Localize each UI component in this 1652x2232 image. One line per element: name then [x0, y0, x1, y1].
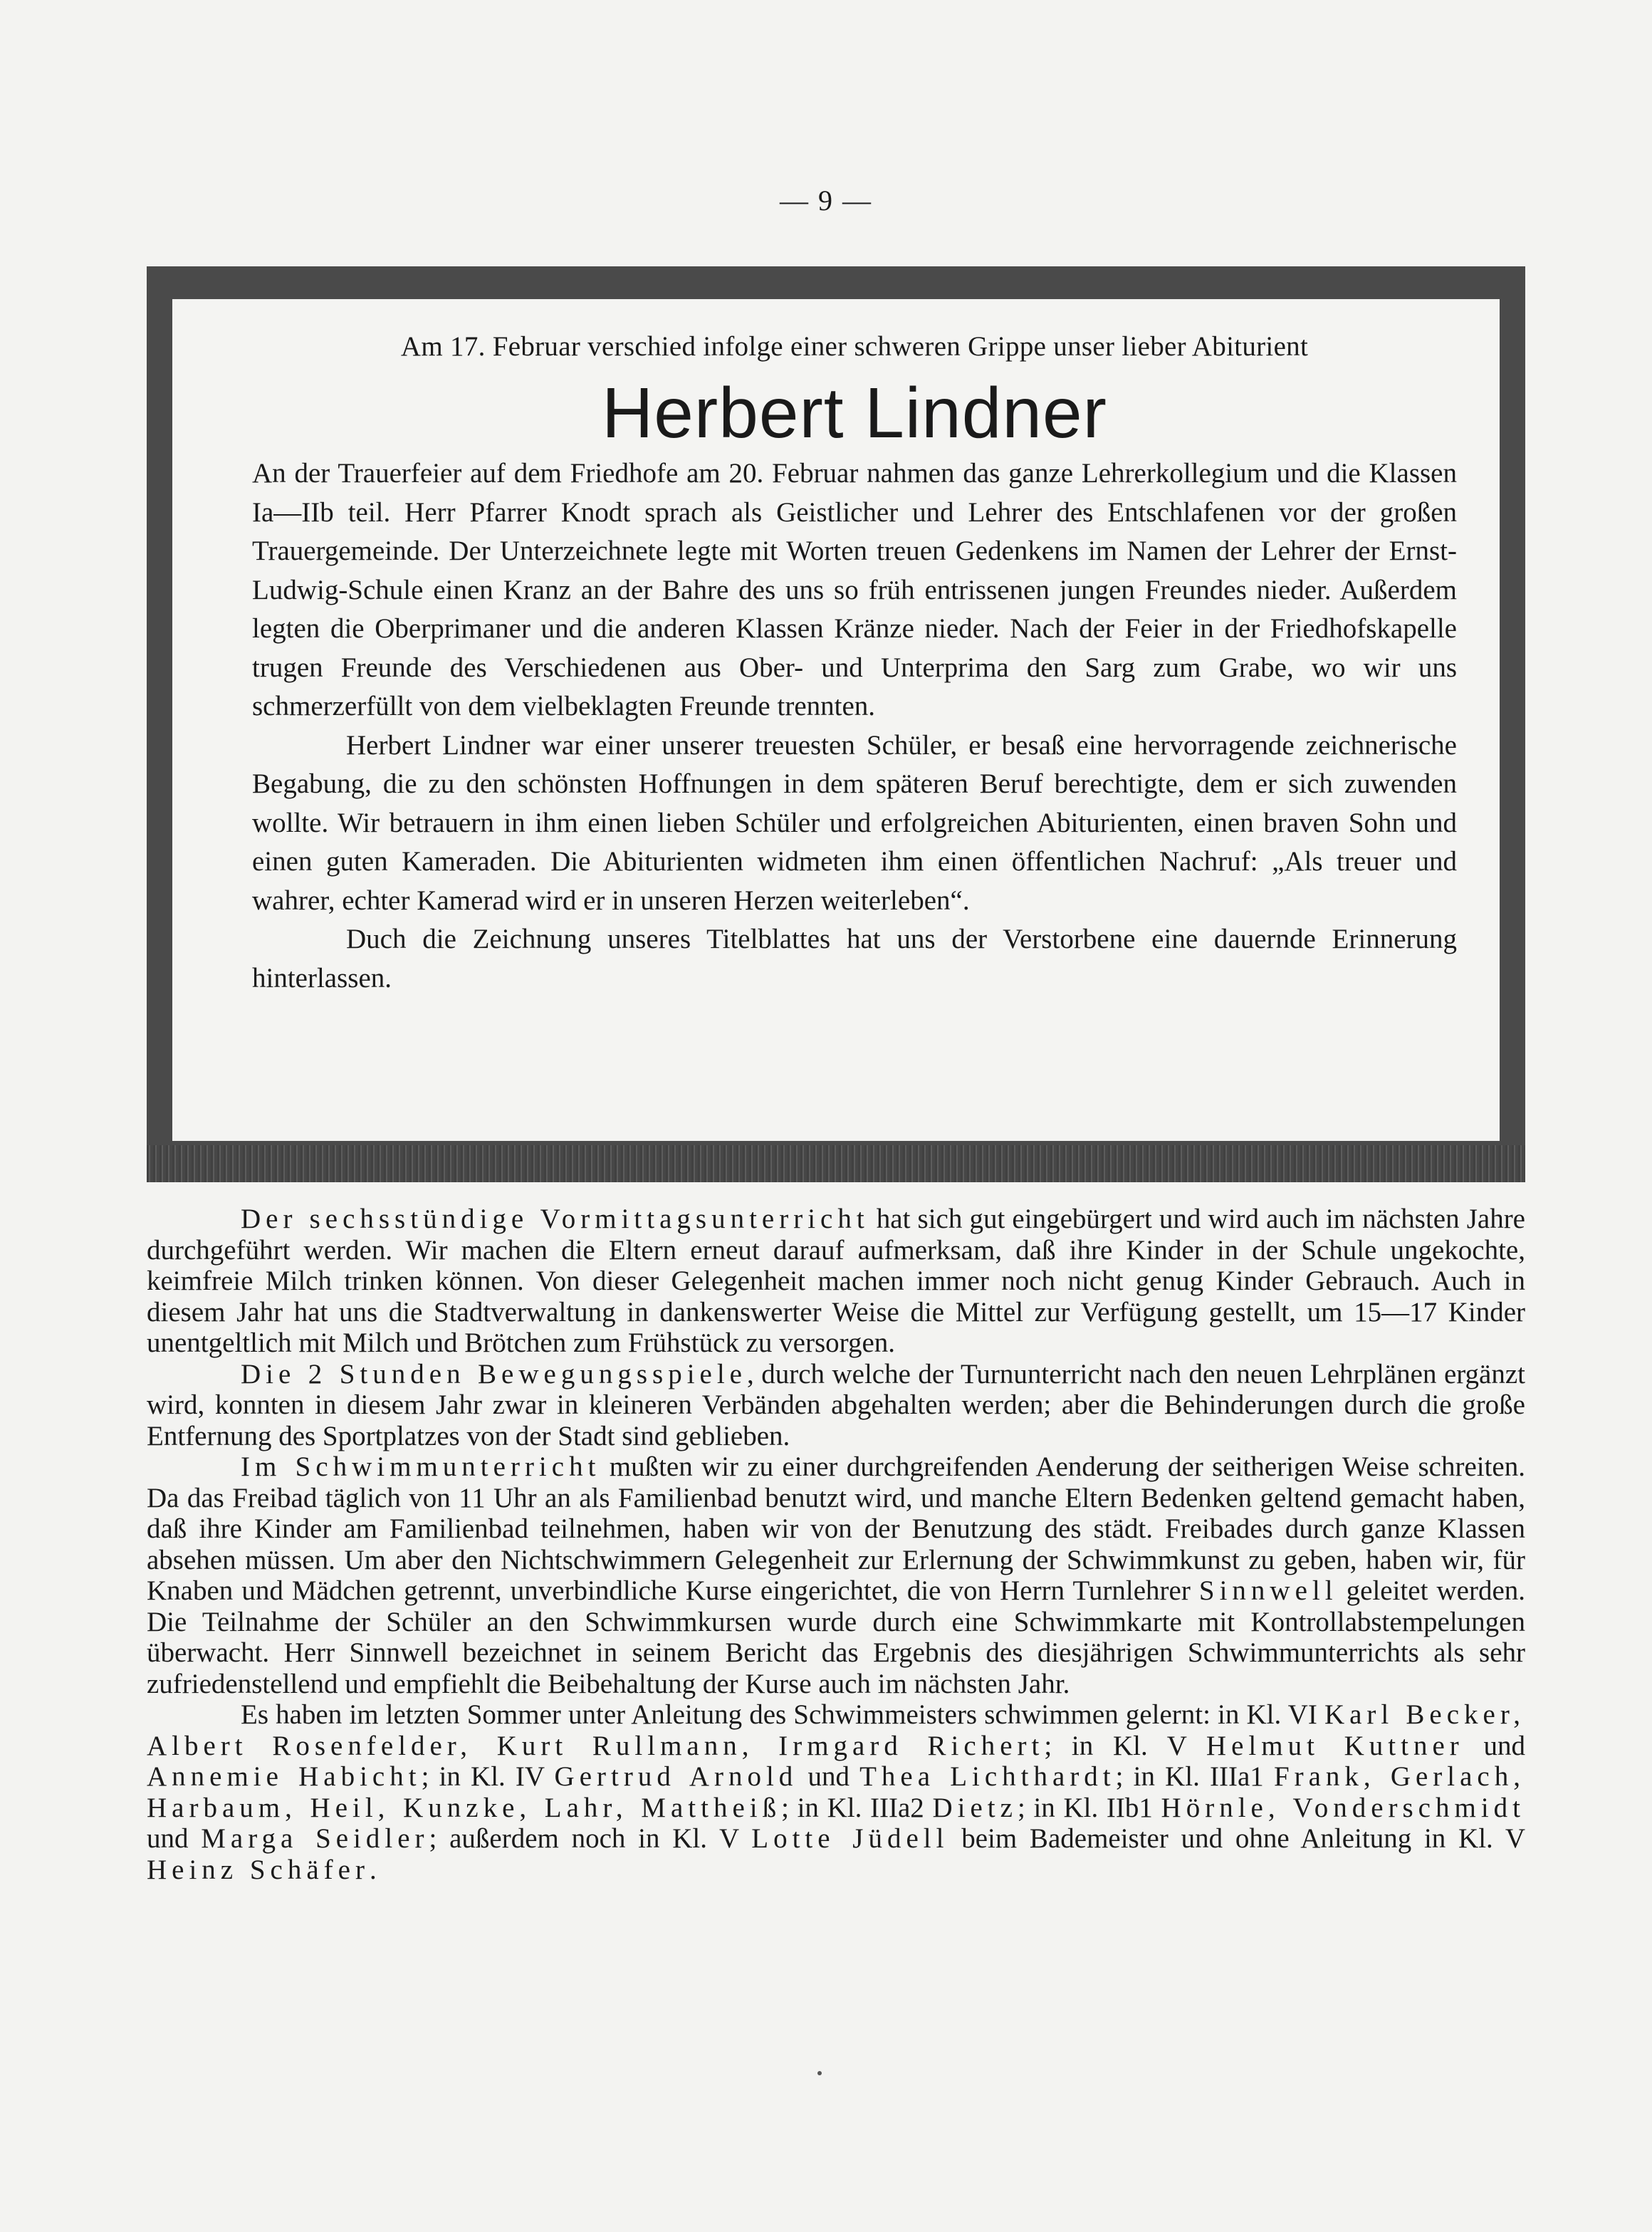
student-names: Helmut Kuttner — [1206, 1730, 1464, 1761]
paragraph-text: . — [369, 1854, 377, 1885]
obituary-paragraph: Herbert Lindner war einer unserer treuesten Schüler, er besaß eine hervorragende zeichnerische Begabung, die zu den schönsten Hoffnungen in dem späteren Beruf berechtigte, dem er sich zuwenden wollte. Wir betrauern in ihm einen lieben Schüler und erfolgreichen Abiturienten, einen braven Sohn und einen guten Kameraden. Die Abiturienten widmeten ihm einen öffentlichen Nachruf: „Als treuer und wahrer, echter Kamerad wird er in unseren Herzen weiterleben“. — [252, 729, 1457, 916]
paragraph-text: und — [147, 1823, 202, 1854]
paragraph-text: mußten wir zu einer durchgreifenden Aenderung der seitherigen Weise schreiten. Da das Freibad täglich von 11 Uhr an als Familienbad benutzt wird, und manche Eltern Bedenken geltend gemacht haben, daß ihre Kinder am Familienbad teilnehmen, haben wir von der Benutzung des städt. Freibades durch ganze Klassen absehen müssen. Um aber den Nichtschwimmern Gelegenheit zur Erlernung der Schwimmkunst zu geben, haben wir, für Knaben und Mädchen getrennt, unverbindliche Kurse eingerichtet, die von Herrn Turnlehrer — [147, 1451, 1525, 1606]
paragraph-text: ; außerdem noch in Kl. V — [429, 1823, 752, 1854]
student-names: Thea Lichthardt — [859, 1761, 1116, 1792]
student-names: Marga Seidler — [201, 1823, 429, 1854]
paragraph-text: geleitet werden. Die Teilnahme der Schüler an den Schwimmkursen wurde durch eine Schwimmkarte mit Kontrollabstempelungen überwacht. Herr Sinnwell bezeichnet in seinem Bericht das Ergebnis des diesjährigen Schwimmunterrichts als sehr zufriedenstellend und empfiehlt die Beibehaltung der Kurse auch im nächsten Jahr. — [147, 1575, 1526, 1699]
paragraph-text: , durch welche der Turnunterricht nach den neuen Lehrplänen ergänzt wird, konnten in diesem Jahr zwar in kleineren Verbänden abgehalten werden; aber die Behinderungen durch die große Entfernung des Sportplatzes von der Stadt sind geblieben. — [147, 1358, 1525, 1451]
section-heading: Der sechsstündige Vormittagsunterricht — [241, 1204, 869, 1234]
paragraph-text: beim Bademeister und ohne Anleitung in Kl. V — [948, 1823, 1525, 1854]
paragraph-text: ; in Kl. IIIa2 — [781, 1792, 933, 1823]
obituary-frame — [147, 266, 1525, 1182]
student-names: Frank, Gerlach, Harbaum, Heil, Kunzke, Lahr, Mattheiß — [147, 1761, 1525, 1823]
paragraph-text: ; in Kl. IV — [421, 1761, 555, 1792]
paragraph-movement-games — [147, 1359, 1525, 1452]
student-names: Annemie Habicht — [147, 1761, 422, 1792]
paragraph-text: hat sich gut eingebürgert und wird auch im nächsten Jahre durchgeführt werden. Wir machen die Eltern erneut darauf aufmerksam, daß ihre Kinder in der Schule ungekochte, keimfreie Milch trinken können. Von dieser Gelegenheit machen immer noch nicht genug Kinder Gebrauch. Auch in diesem Jahr hat uns die Stadtverwaltung in dankenswerter Weise die Mittel zur Verfügung gestellt, um 15—17 Kinder unentgeltlich mit Milch und Brötchen zum Frühstück zu versorgen. — [147, 1204, 1525, 1358]
student-names: Hörnle, Vonderschmidt — [1161, 1792, 1525, 1823]
paragraph-text: und — [798, 1761, 860, 1792]
obituary-lead: Am 17. Februar verschied infolge einer schweren Grippe unser lieber Abiturient — [400, 331, 1309, 362]
paragraph-forenoon-lessons — [147, 1204, 1525, 1359]
paragraph-text: ; in Kl. V — [1044, 1730, 1206, 1761]
decorative-dot — [817, 2071, 822, 2075]
paragraph-text: und — [1463, 1730, 1525, 1761]
obituary-name: Herbert Lindner — [602, 373, 1107, 453]
obituary-paragraph: Duch die Zeichnung unseres Titelblattes hat uns der Verstorbene eine dauernde Erinnerung hinterlassen. — [252, 924, 1457, 994]
student-names: Karl Becker, Albert Rosenfelder, Kurt Rullmann, Irmgard Richert — [147, 1699, 1525, 1761]
paragraph-text: ; in Kl. IIb1 — [1017, 1792, 1161, 1823]
paragraph-text: ; in Kl. IIIa1 — [1115, 1761, 1274, 1792]
paragraph-text: Es haben im letzten Sommer unter Anleitung des Schwimmeisters schwimmen gelernt: in Kl. VI — [241, 1699, 1324, 1730]
body-text — [147, 1204, 1525, 1885]
paragraph-swimming — [147, 1451, 1525, 1699]
student-names: Dietz — [932, 1792, 1018, 1823]
student-names: Gertrud Arnold — [554, 1761, 798, 1792]
teacher-name: Sinnwell — [1198, 1575, 1338, 1606]
obituary-paragraph: An der Trauerfeier auf dem Friedhofe am 20. Februar nahmen das ganze Lehrerkollegium und die Klassen Ia—IIb teil. Herr Pfarrer Knodt sprach als Geistlicher und Lehrer des Entschlafenen vor der großen Trauergemeinde. Der Unterzeichnete legte mit Worten treuen Gedenkens im Namen der Lehrer der Ernst-Ludwig-Schule einen Kranz an der Bahre des uns so früh entrissenen jungen Freundes nieder. Außerdem legten die Oberprimaner und die anderen Klassen Kränze nieder. Nach der Feier in der Friedhofskapelle trugen Freunde des Verschiedenen aus Ober- und Unterprima den Sarg zum Grabe, wo wir uns schmerzerfüllt von dem vielbeklagten Freunde trennten. — [252, 458, 1457, 721]
student-names: Heinz Schäfer — [147, 1854, 370, 1885]
paragraph-swimmers-list — [147, 1699, 1525, 1885]
section-heading: Die 2 Stunden Bewegungsspiele — [241, 1358, 747, 1389]
section-heading: Im Schwimmunterricht — [241, 1451, 601, 1482]
obituary-panel — [172, 299, 1500, 1141]
student-names: Lotte Jüdell — [751, 1823, 949, 1854]
page-number: — 9 — — [780, 184, 872, 217]
